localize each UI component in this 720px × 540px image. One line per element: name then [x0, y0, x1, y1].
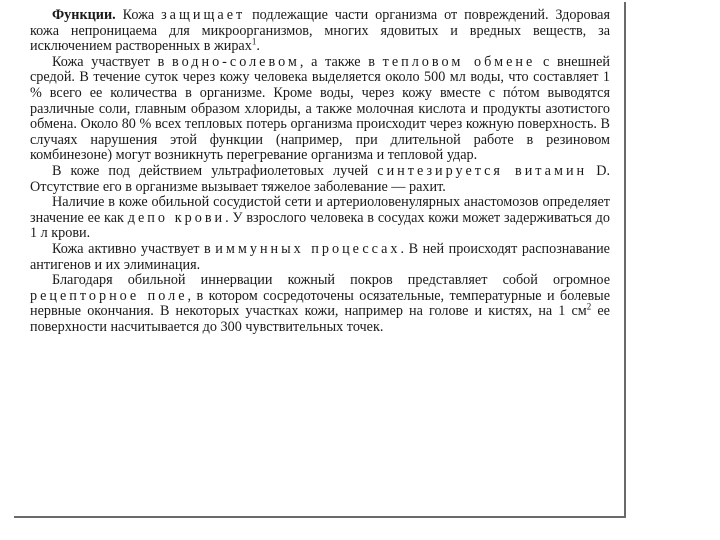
paragraph — [30, 273, 610, 335]
text-run: , а также в — [299, 53, 383, 70]
text-run: Кожа активно участвует в — [52, 240, 216, 257]
footnote-mark: 1 — [251, 36, 257, 47]
paragraph — [30, 242, 610, 273]
text-run: . — [256, 38, 260, 55]
emphasized-term: синтезируется витамин — [377, 162, 588, 179]
emphasized-term: защищает — [161, 7, 246, 23]
emphasized-term: депо крови — [127, 209, 226, 226]
text-run: . У взрослого человека в сосудах кожи может задерживаться до 1 л крови. — [30, 209, 610, 242]
paragraph — [30, 195, 610, 242]
emphasized-term: тепловом обмене — [382, 53, 536, 70]
body-text — [30, 8, 610, 335]
emphasized-term: иммунных процессах — [215, 240, 401, 257]
text-run: Благодаря обильной иннервации кожный покров представляет собой огромное — [52, 272, 610, 289]
emphasized-term: водно-солевом — [171, 53, 300, 70]
footnote-mark: 2 — [586, 301, 592, 312]
paragraph — [30, 8, 610, 55]
emphasized-term: рецепторное поле — [30, 287, 188, 304]
text-run: подлежащие части организма от повреждений. Здоровая кожа непроницаема для микроорганизмов, многих ядовитых и вредных веществ, за исключением растворенных в жирах — [30, 7, 610, 55]
paragraph — [30, 164, 610, 195]
text-run: Наличие в коже обильной сосудистой сети и артериоловенулярных анастомозов определяет значение ее как — [30, 194, 610, 226]
text-run: Кожа — [115, 7, 162, 23]
text-run: . В ней происходят распознавание антигенов и их элиминация. — [30, 240, 610, 273]
text-run: с внешней средой. В течение суток через кожу человека выделяется около 500 мл воды, что составляет 1 % всего ее количества в организме. Кроме воды, через кожу вместе с пóтом выводятся различные соли, главным образом хлориды, а также молочная кислота и продукты азотистого обмена. Около 80 % всех тепловых потерь организма происходит через кожную поверхность. В случаях нарушения этой функции (например, при длительной работе в резиновом комбинезоне) могут возникнуть перегревание организма и тепловой удар. — [30, 53, 610, 164]
text-run: В коже под действием ультрафиолетовых лучей — [52, 162, 378, 179]
text-run: , в котором сосредоточены осязательные, температурные и болевые нервные окончания. В некоторых участках кожи, например на голове и кистях, на 1 см — [30, 287, 611, 320]
paragraph — [30, 55, 610, 164]
section-heading: Функции. — [52, 7, 116, 23]
text-run: ее поверхности насчитывается до 300 чувствительных точек. — [30, 303, 610, 335]
document-page — [14, 2, 626, 518]
text-run: Кожа участвует в — [52, 53, 172, 70]
text-run: D. Отсутствие его в организме вызывает тяжелое заболевание — рахит. — [30, 162, 611, 195]
